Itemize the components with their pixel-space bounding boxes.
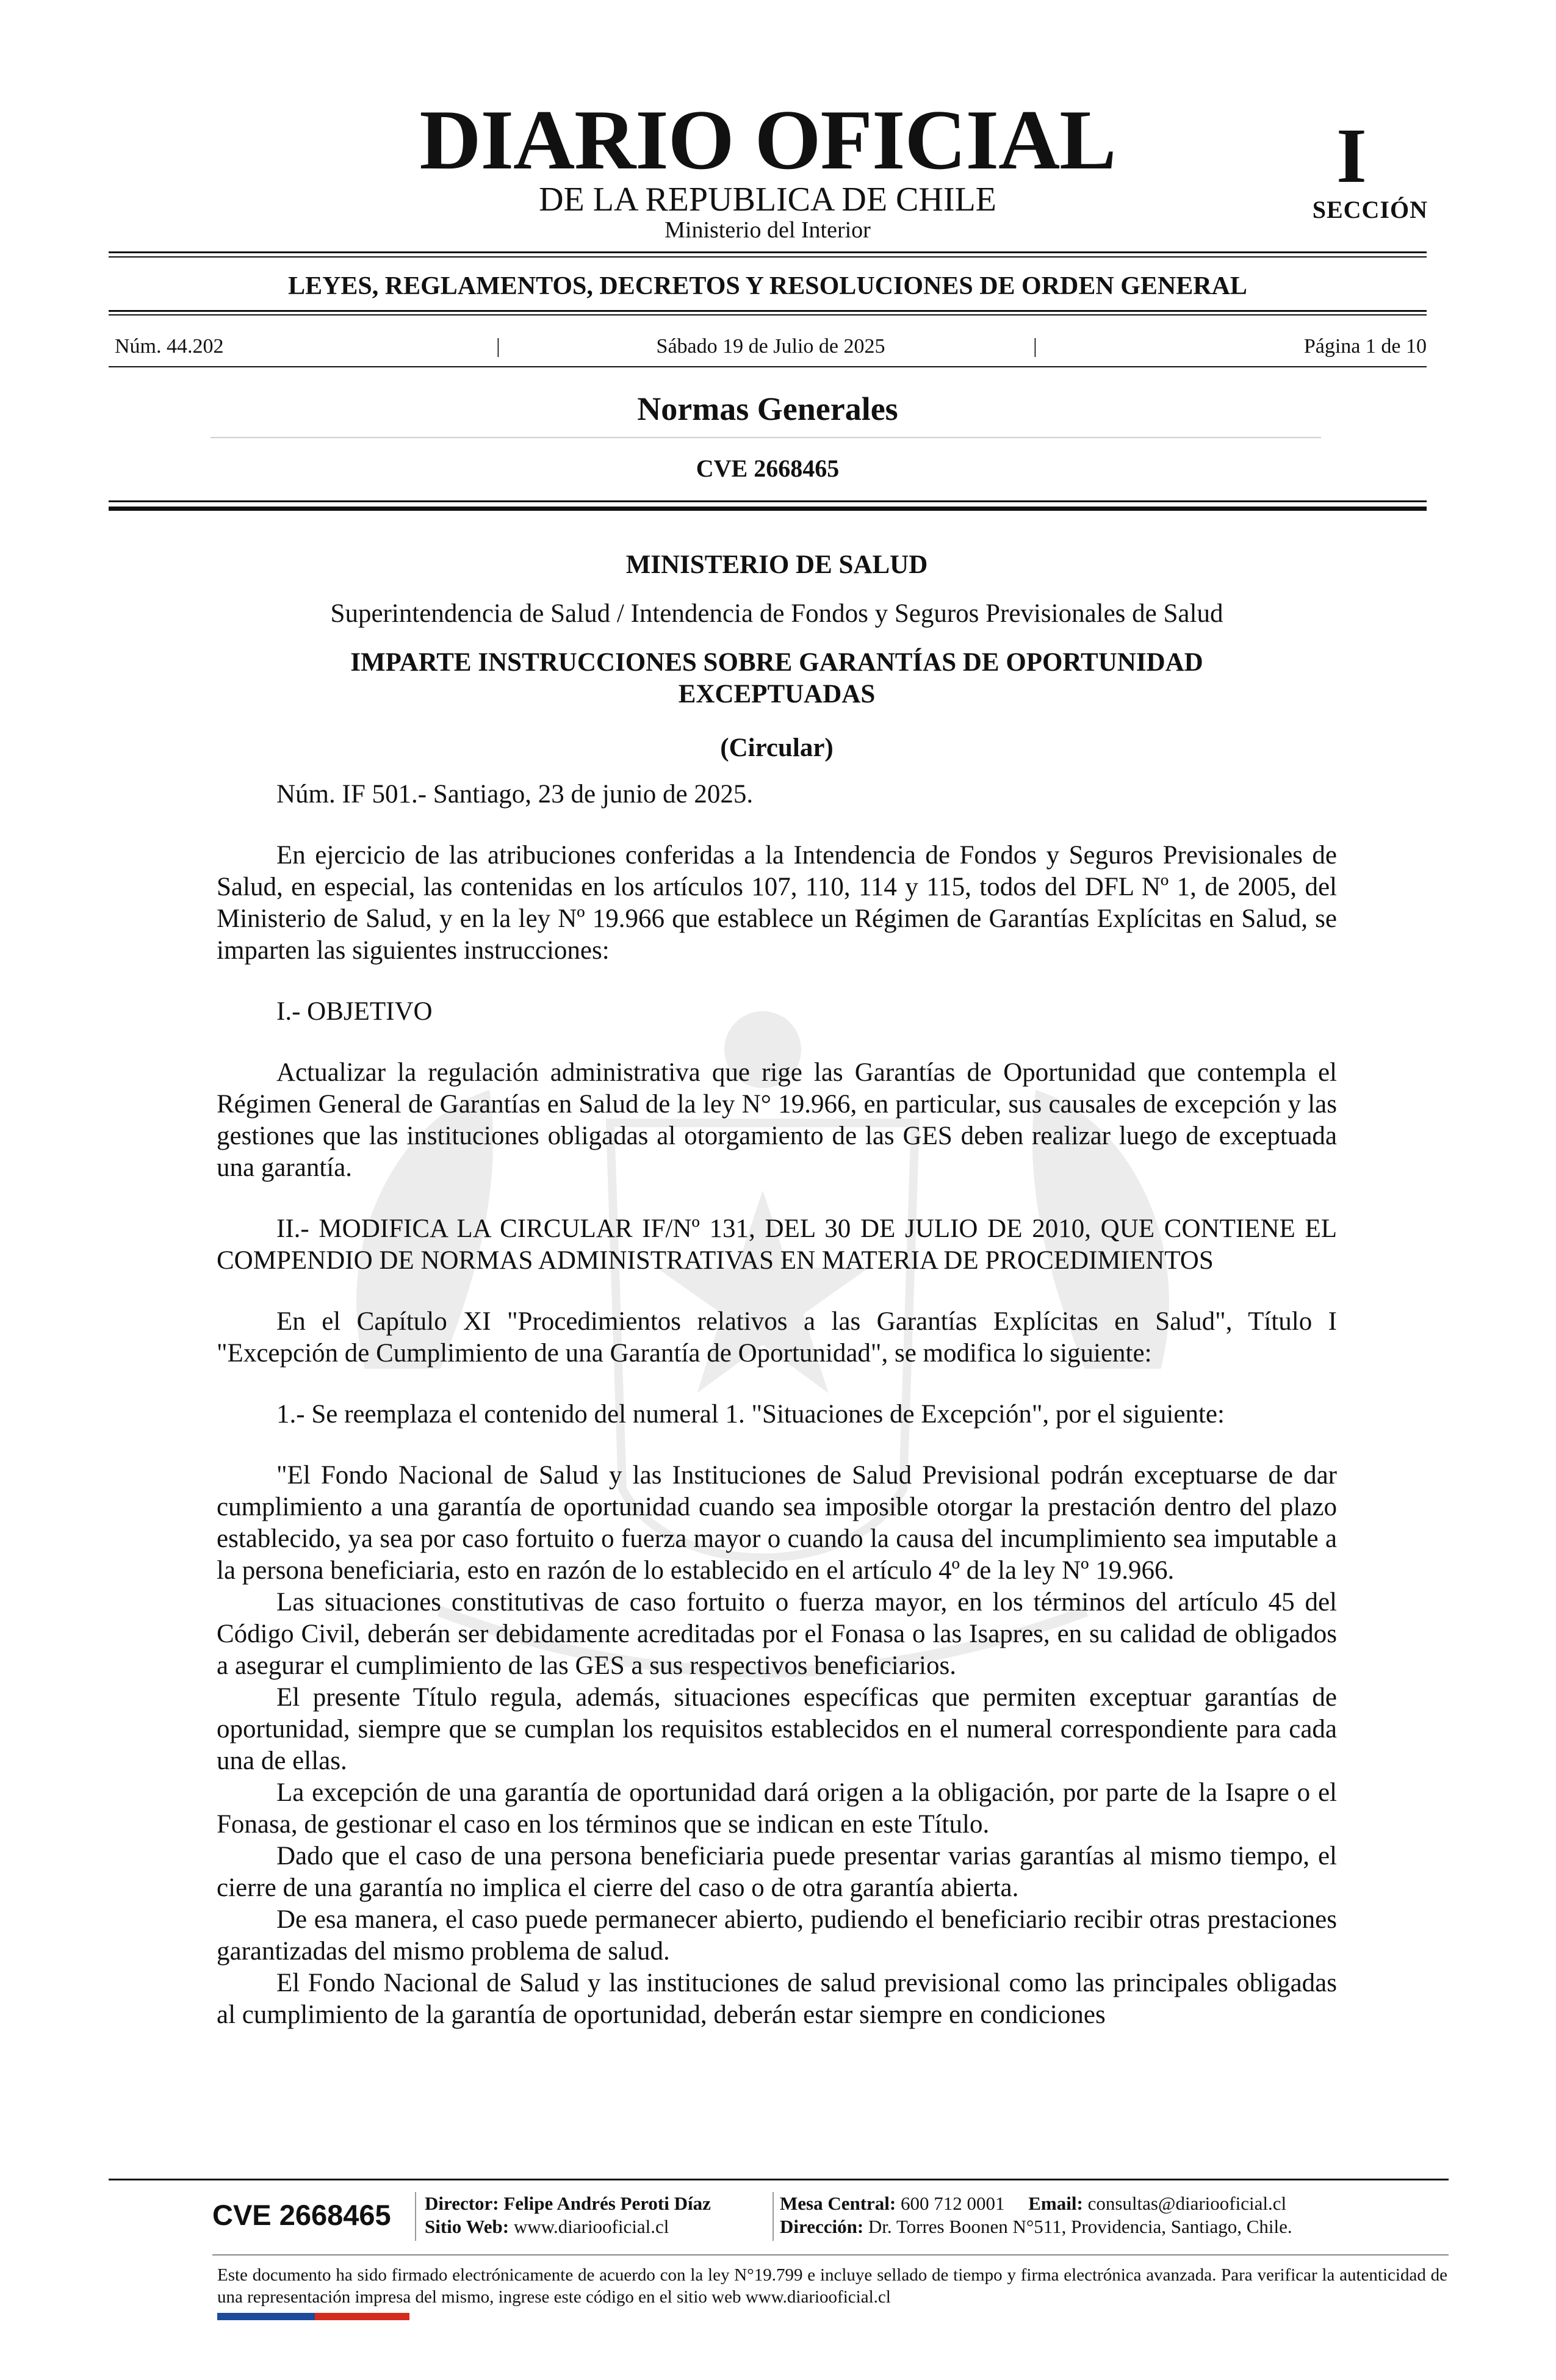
flag-blue-stripe [217, 2313, 315, 2320]
document-kind: (Circular) [720, 734, 834, 762]
footer-divider [415, 2192, 416, 2241]
document-title: IMPARTE INSTRUCCIONES SOBRE GARANTÍAS DE OPORTUNIDAD EXCEPTUADAS [350, 648, 1203, 709]
email-link[interactable]: consultas@diariooficial.cl [1087, 2193, 1287, 2214]
email-label: Email: [1028, 2193, 1083, 2214]
section-banner: LEYES, REGLAMENTOS, DECRETOS Y RESOLUCIONES DE ORDEN GENERAL [288, 272, 1247, 300]
gazette-ministry: Ministerio del Interior [665, 217, 871, 243]
phone-number: 600 712 0001 [901, 2193, 1005, 2214]
footer-contact-block [780, 2192, 1292, 2238]
cve-code: CVE 2668465 [696, 455, 840, 482]
footer-divider [773, 2192, 774, 2241]
director-name: Felipe Andrés Peroti Díaz [503, 2193, 711, 2214]
footer-legal-notice: Este documento ha sido firmado electrónicamente de acuerdo con la ley N°19.799 e incluye sellado de tiempo y firma electrónica avanzada. Para verificar la autenticidad de una representación impresa del mismo, ingrese este código en el sitio web www.diariooficial.cl [217, 2265, 1447, 2307]
section-numeral: I [1336, 112, 1367, 199]
paragraph: En ejercicio de las atribuciones conferidas a la Intendencia de Fondos y Seguros Previsionales de Salud, en especial, las contenidas en los artículos 107, 110, 114 y 115, todos del DFL Nº 1, de 2005, del Ministerio de Salud, y en la ley Nº 19.966 que establece un Régimen de Garantías Explícitas en Salud, se imparten las siguientes instrucciones: [217, 841, 1337, 965]
document-body [217, 549, 1337, 2031]
banner-top-rule [109, 251, 1427, 253]
paragraph: 1.- Se reemplaza el contenido del numeral 1. "Situaciones de Excepción", por el siguiente: [276, 1400, 1225, 1429]
heading-divider [211, 437, 1321, 438]
page-footer [109, 2179, 1449, 2349]
info-row-rule [109, 366, 1427, 367]
quoted-paragraph: Dado que el caso de una persona beneficiaria puede presentar varias garantías al mismo tiempo, el cierre de una garantía no implica el cierre del caso o de otra garantía abierta. [217, 1842, 1337, 1902]
footer-divider-horizontal [212, 2254, 1449, 2256]
header-bottom-rule [109, 500, 1427, 502]
section-label: SECCIÓN [1312, 196, 1428, 223]
site-label: Sitio Web: [425, 2216, 510, 2237]
quoted-paragraph: El Fondo Nacional de Salud y las instituciones de salud previsional como las principales obligadas al cumplimiento de la garantía de oportunidad, deberán estar siempre en condiciones [217, 1969, 1337, 2029]
phone-label: Mesa Central: [780, 2193, 896, 2214]
address-label: Dirección: [780, 2216, 864, 2237]
quoted-paragraph: De esa manera, el caso puede permanecer abierto, pudiendo el beneficiario recibir otras prestaciones garantizadas del mismo problema de salud. [217, 1905, 1337, 1966]
issuing-agency: Superintendencia de Salud / Intendencia de Fondos y Seguros Previsionales de Salud [330, 599, 1223, 628]
separator: | [1033, 335, 1037, 358]
gazette-subtitle: DE LA REPUBLICA DE CHILE [539, 181, 996, 218]
director-label: Director: [425, 2193, 499, 2214]
paragraph: En el Capítulo XI "Procedimientos relativos a las Garantías Explícitas en Salud", Título I "Excepción de Cumplimiento de una Garantía de Oportunidad", se modifica lo siguiente: [217, 1307, 1337, 1368]
page-indicator: Página 1 de 10 [1303, 335, 1427, 358]
paragraph-heading: II.- MODIFICA LA CIRCULAR IF/Nº 131, DEL 30 DE JULIO DE 2010, QUE CONTIENE EL COMPENDIO DE NORMAS ADMINISTRATIVAS EN MATERIA DE PROCEDIMIENTOS [217, 1214, 1337, 1275]
footer-rule [109, 2179, 1449, 2180]
masthead [109, 92, 1427, 244]
issue-info-row [115, 334, 1427, 359]
quoted-paragraph: La excepción de una garantía de oportunidad dará origen a la obligación, por parte de la Isapre o el Fonasa, de gestionar el caso en los términos que se indican en este Título. [217, 1778, 1337, 1839]
banner-top-rule-2 [109, 256, 1427, 258]
quoted-paragraph: "El Fondo Nacional de Salud y las Instituciones de Salud Previsional podrán exceptuarse de dar cumplimiento a una garantía de oportunidad cuando sea imposible otorgar la prestación dentro del plazo establecido, ya sea por caso fortuito o fuerza mayor o cuando la causa del incumplimiento sea imputable a la persona beneficiaria, esto en razón de lo establecido en el artículo 4º de la ley Nº 19.966. [217, 1461, 1337, 1585]
banner-bottom-rule [109, 310, 1427, 312]
address: Dr. Torres Boonen N°511, Providencia, Santiago, Chile. [868, 2216, 1292, 2237]
gazette-title: DIARIO OFICIAL [419, 93, 1116, 187]
issue-number: Núm. 44.202 [115, 335, 224, 358]
footer-cve-code: CVE 2668465 [212, 2199, 391, 2231]
paragraph-heading: I.- OBJETIVO [276, 997, 433, 1026]
header-bottom-rule-2 [109, 507, 1427, 511]
quoted-paragraph: Las situaciones constitutivas de caso fortuito o fuerza mayor, en los términos del artículo 45 del Código Civil, deberán ser debidamente acreditadas por el Fonasa o las Isapres, en su calidad de obligados a asegurar el cumplimiento de las GES a sus respectivos beneficiarios. [217, 1588, 1337, 1680]
issue-date: Sábado 19 de Julio de 2025 [656, 335, 885, 358]
document-number-line: Núm. IF 501.- Santiago, 23 de junio de 2025. [276, 780, 754, 809]
banner-bottom-rule-2 [109, 314, 1427, 316]
quoted-paragraph: El presente Título regula, además, situaciones específicas que permiten exceptuar garantías de oportunidad, siempre que se cumplan los requisitos establecidos en el numeral correspondiente para cada una de ellas. [217, 1683, 1337, 1775]
flag-red-stripe [315, 2313, 409, 2320]
paragraph: Actualizar la regulación administrativa que rige las Garantías de Oportunidad que contempla el Régimen General de Garantías en Salud de la ley N° 19.966, en particular, sus causales de excepción y las gestiones que las instituciones obligadas al otorgamiento de las GES deben realizar luego de exceptuada una garantía. [217, 1058, 1337, 1182]
issuing-ministry: MINISTERIO DE SALUD [625, 550, 928, 579]
section-marker [1269, 112, 1428, 238]
separator: | [496, 335, 500, 358]
section-heading: Normas Generales [637, 391, 898, 427]
site-link[interactable]: www.diariooficial.cl [513, 2216, 669, 2237]
footer-director-block [425, 2192, 711, 2238]
